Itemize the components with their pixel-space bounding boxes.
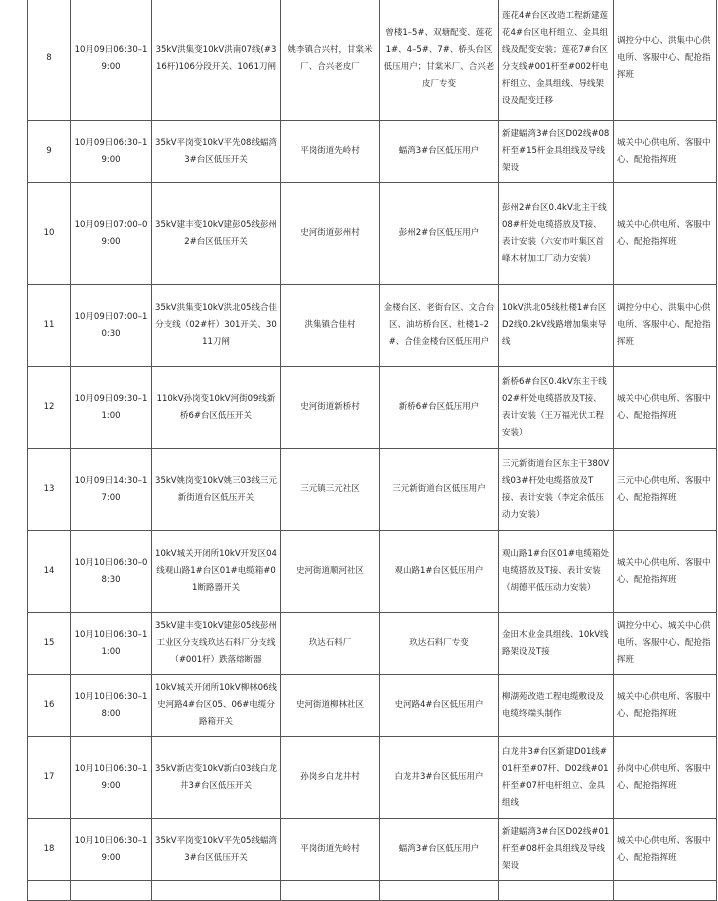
outage-time-cell: 10月09日14:30–17:00 bbox=[71, 449, 152, 531]
outage-time-cell: 10月09日06:30–19:00 bbox=[71, 0, 152, 121]
contact-unit-cell bbox=[614, 881, 717, 901]
work-content-cell: 10kV洪北05线杜楼1#台区D2线0.2kV线路增加集束导线 bbox=[499, 285, 614, 367]
contact-unit-cell: 城关中心供电所、客服中心、配抢指挥班 bbox=[614, 531, 717, 613]
contact-unit-cell: 城关中心供电所、客服中心、配抢指挥班 bbox=[614, 819, 717, 881]
affected-users-cell: 曾楼1–5#、双塘配变、莲花1#、4–5#、7#、桥头台区低压用户；甘棠米厂、合兴老皮厂专变 bbox=[380, 0, 499, 121]
outage-schedule-table bbox=[27, 0, 717, 901]
outage-time-cell: 10月09日09:30–11:00 bbox=[71, 367, 152, 449]
affected-area-cell: 史河街道柳林社区 bbox=[281, 675, 380, 737]
table-row bbox=[28, 285, 717, 367]
outage-time-cell: 10月10日06:30–19:00 bbox=[71, 819, 152, 881]
row-number-cell: 14 bbox=[28, 531, 71, 613]
table-row bbox=[28, 819, 717, 881]
row-number-cell: 8 bbox=[28, 0, 71, 121]
affected-users-cell bbox=[380, 881, 499, 901]
outage-time-cell: 10月09日07:00–10:30 bbox=[71, 285, 152, 367]
row-number-cell: 15 bbox=[28, 613, 71, 675]
affected-area-cell: 姚李镇合兴村，甘棠米厂、合兴老皮厂 bbox=[281, 0, 380, 121]
table-row bbox=[28, 531, 717, 613]
work-content-cell: 新建蝠湾3#台区D02线#08杆至#15杆金具组线及导线架设 bbox=[499, 121, 614, 183]
table-row bbox=[28, 881, 717, 901]
outage-line-cell: 35kV建丰变10kV建彭05线彭州工业区分支线玖达石料厂分支线（#001杆）跌落熔断器 bbox=[152, 613, 281, 675]
row-number-cell: 9 bbox=[28, 121, 71, 183]
work-content-cell: 白龙井3#台区新建D01线#01杆至#07杆、D02线#01杆至#07杆电杆组立、金具组线 bbox=[499, 737, 614, 819]
outage-time-cell: 10月09日06:30–19:00 bbox=[71, 121, 152, 183]
table-row bbox=[28, 367, 717, 449]
outage-line-cell: 35kV建丰变10kV建彭05线彭州2#台区低压开关 bbox=[152, 183, 281, 285]
outage-line-cell: 110kV孙岗变10kV河街09线新桥6#台区低压开关 bbox=[152, 367, 281, 449]
contact-unit-cell: 城关中心供电所、客服中心、配抢指挥班 bbox=[614, 367, 717, 449]
contact-unit-cell: 三元中心供电所、客服中心、配抢指挥班 bbox=[614, 449, 717, 531]
affected-area-cell: 孙岗乡白龙井村 bbox=[281, 737, 380, 819]
table-row bbox=[28, 121, 717, 183]
outage-time-cell: 10月10日06:30–11:00 bbox=[71, 613, 152, 675]
outage-time-cell: 10月10日06:30–18:00 bbox=[71, 675, 152, 737]
table-row bbox=[28, 737, 717, 819]
row-number-cell: 16 bbox=[28, 675, 71, 737]
table-row bbox=[28, 449, 717, 531]
outage-line-cell: 35kV姚岗变10kV姚三03线三元新街道台区低压开关 bbox=[152, 449, 281, 531]
table-body bbox=[28, 0, 717, 901]
outage-time-cell: 10月10日06:30–08:30 bbox=[71, 531, 152, 613]
contact-unit-cell: 孙岗中心供电所、客服中心、配抢指挥班 bbox=[614, 737, 717, 819]
outage-line-cell: 10kV城关开闭所10kV开发区04线观山路1#台区01#电缆箱#01断路器开关 bbox=[152, 531, 281, 613]
outage-time-cell: 10月10日06:30–19:00 bbox=[71, 737, 152, 819]
affected-users-cell: 彭州2#台区低压用户 bbox=[380, 183, 499, 285]
affected-users-cell: 观山路1#台区低压用户 bbox=[380, 531, 499, 613]
work-content-cell: 观山路1#台区01#电缆箱处电缆搭放及T接、表计安装（胡德平低压动力安装） bbox=[499, 531, 614, 613]
affected-users-cell: 三元新街道台区低压用户 bbox=[380, 449, 499, 531]
work-content-cell: 柳湖苑改造工程电缆敷设及电缆终端头制作 bbox=[499, 675, 614, 737]
affected-area-cell: 玖达石料厂 bbox=[281, 613, 380, 675]
affected-users-cell: 蝠湾3#台区低压用户 bbox=[380, 121, 499, 183]
contact-unit-cell: 城关中心供电所、客服中心、配抢指挥班 bbox=[614, 121, 717, 183]
row-number-cell: 18 bbox=[28, 819, 71, 881]
contact-unit-cell: 调控分中心、洪集中心供电所、客服中心、配抢指挥班 bbox=[614, 285, 717, 367]
affected-area-cell bbox=[281, 881, 380, 901]
row-number-cell: 12 bbox=[28, 367, 71, 449]
outage-line-cell: 35kV平岗变10kV平先08线蝠湾3#台区低压开关 bbox=[152, 121, 281, 183]
table-row bbox=[28, 183, 717, 285]
affected-users-cell: 玖达石料厂专变 bbox=[380, 613, 499, 675]
affected-area-cell: 洪集镇合佳村 bbox=[281, 285, 380, 367]
contact-unit-cell: 调控分中心、城关中心供电所、客服中心、配抢指挥班 bbox=[614, 613, 717, 675]
table-row bbox=[28, 613, 717, 675]
affected-area-cell: 史河街道彭州村 bbox=[281, 183, 380, 285]
outage-line-cell: 35kV新店变10kV新白03线白龙井3#台区低压开关 bbox=[152, 737, 281, 819]
affected-area-cell: 史河街道顺河社区 bbox=[281, 531, 380, 613]
work-content-cell bbox=[499, 881, 614, 901]
table-row bbox=[28, 0, 717, 121]
affected-users-cell: 白龙井3#台区低压用户 bbox=[380, 737, 499, 819]
outage-line-cell: 10kV城关开闭所10kV柳林06线史河路4#台区05、06#电缆分路箱开关 bbox=[152, 675, 281, 737]
affected-users-cell: 蝠湾3#台区低压用户 bbox=[380, 819, 499, 881]
outage-line-cell: 35kV洪集变10kV洪南07线(#316杆)106分段开关、1061刀闸 bbox=[152, 0, 281, 121]
affected-users-cell: 史河路4#台区低压用户 bbox=[380, 675, 499, 737]
work-content-cell: 三元新街道台区东主干380V线03#杆处电缆搭放及T接、表计安装（李定余低压动力安装） bbox=[499, 449, 614, 531]
work-content-cell: 彭州2#台区0.4kV北主干线08#杆处电缆搭放及T接、表计安装（六安市叶集区首峰木材加工厂动力安装） bbox=[499, 183, 614, 285]
outage-line-cell: 35kV平岗变10kV平先05线蝠湾3#台区低压开关 bbox=[152, 819, 281, 881]
affected-users-cell: 新桥6#台区低压用户 bbox=[380, 367, 499, 449]
row-number-cell: 11 bbox=[28, 285, 71, 367]
work-content-cell: 莲花4#台区改造工程新建莲花4#台区电杆组立、金具组线及配变安装；莲花7#台区分支线#001杆至#002杆电杆组立、金具组线、导线架设及配变迁移 bbox=[499, 0, 614, 121]
row-number-cell: 13 bbox=[28, 449, 71, 531]
affected-area-cell: 史河街道新桥村 bbox=[281, 367, 380, 449]
contact-unit-cell: 城关中心供电所、客服中心、配抢指挥班 bbox=[614, 183, 717, 285]
affected-area-cell: 三元镇三元社区 bbox=[281, 449, 380, 531]
outage-line-cell bbox=[152, 881, 281, 901]
affected-area-cell: 平岗街道先岭村 bbox=[281, 819, 380, 881]
work-content-cell: 新桥6#台区0.4kV东主干线02#杆处电缆搭放及T接、表计安装（王万福光伏工程安装） bbox=[499, 367, 614, 449]
row-number-cell bbox=[28, 881, 71, 901]
work-content-cell: 金田木业金具组线、10kV线路架设及T接 bbox=[499, 613, 614, 675]
table-row bbox=[28, 675, 717, 737]
row-number-cell: 17 bbox=[28, 737, 71, 819]
outage-time-cell bbox=[71, 881, 152, 901]
contact-unit-cell: 城关中心供电所、客服中心、配抢指挥班 bbox=[614, 675, 717, 737]
contact-unit-cell: 调控分中心、洪集中心供电所、客服中心、配抢指挥班 bbox=[614, 0, 717, 121]
outage-line-cell: 35kV洪集变10kV洪北05线合佳分支线（02#杆）301开关、3011刀闸 bbox=[152, 285, 281, 367]
outage-time-cell: 10月09日07:00–09:00 bbox=[71, 183, 152, 285]
work-content-cell: 新建蝠湾3#台区D02线#01杆至#08杆金具组线及导线架设 bbox=[499, 819, 614, 881]
row-number-cell: 10 bbox=[28, 183, 71, 285]
affected-users-cell: 金楼台区、老街台区、文合台区、油坊桥台区、杜楼1–2#、合佳金楼台区低压用户 bbox=[380, 285, 499, 367]
affected-area-cell: 平岗街道先岭村 bbox=[281, 121, 380, 183]
